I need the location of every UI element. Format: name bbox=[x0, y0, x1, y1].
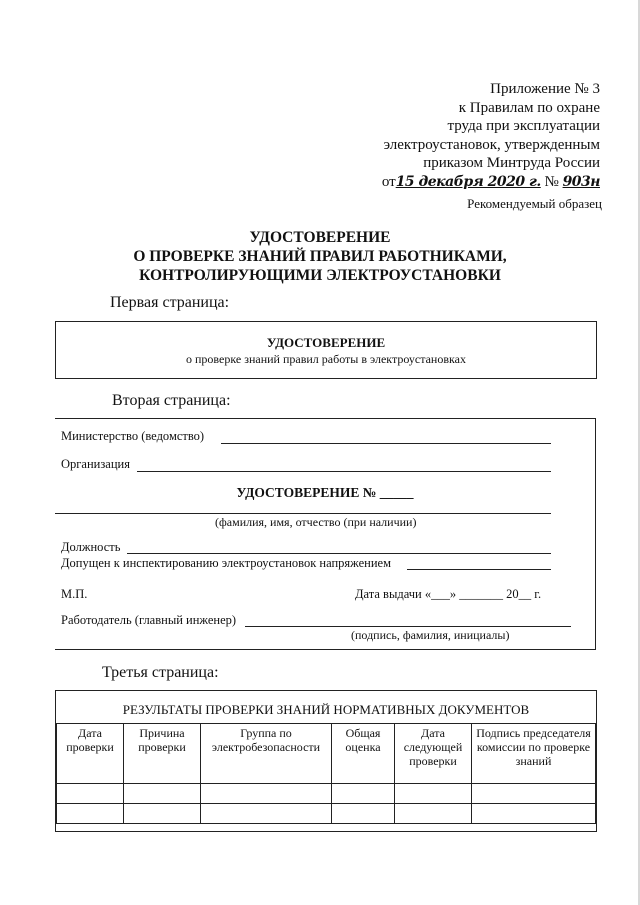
column-header: Общая оценка bbox=[332, 724, 395, 784]
page2-box bbox=[55, 418, 596, 650]
column-header: Причина проверки bbox=[124, 724, 201, 784]
from-prefix: от bbox=[381, 173, 396, 190]
employer-line bbox=[245, 626, 571, 627]
table-cell bbox=[332, 784, 395, 804]
page1-heading: УДОСТОВЕРЕНИЕ bbox=[266, 335, 386, 350]
table-cell bbox=[201, 804, 332, 824]
admitted-label: Допущен к инспектированию электроустановок напряжением bbox=[61, 556, 392, 570]
handwritten-number: 903н bbox=[562, 173, 600, 190]
column-header: Подпись председателя комиссии по проверке знаний bbox=[472, 724, 596, 784]
admitted-line bbox=[407, 569, 551, 570]
table-cell bbox=[57, 784, 124, 804]
table-cell bbox=[472, 784, 596, 804]
page1-label: Первая страница: bbox=[110, 294, 230, 311]
fio-line bbox=[55, 513, 551, 514]
organization-label: Организация bbox=[61, 457, 130, 471]
table-cell bbox=[395, 804, 472, 824]
appendix-line: электроустановок, утвержденным bbox=[383, 136, 600, 153]
issue-date: Дата выдачи «___» _______ 20__ г. bbox=[355, 587, 542, 601]
title-line: О ПРОВЕРКЕ ЗНАНИЙ ПРАВИЛ РАБОТНИКАМИ, bbox=[133, 248, 507, 265]
appendix-line: к Правилам по охране bbox=[458, 99, 600, 116]
stamp-label: М.П. bbox=[61, 587, 88, 601]
number-label: № bbox=[544, 173, 559, 190]
column-header: Группа по электробезопасности bbox=[201, 724, 332, 784]
table-cell bbox=[57, 804, 124, 824]
order-date-line bbox=[340, 173, 600, 192]
position-line bbox=[127, 553, 551, 554]
title-line: КОНТРОЛИРУЮЩИМИ ЭЛЕКТРОУСТАНОВКИ bbox=[139, 267, 501, 284]
appendix-line: Приложение № 3 bbox=[490, 81, 600, 97]
organization-line bbox=[137, 471, 551, 472]
recommended-sample: Рекомендуемый образец bbox=[467, 196, 602, 211]
table-cell bbox=[395, 784, 472, 804]
table-cell bbox=[332, 804, 395, 824]
title-line: УДОСТОВЕРЕНИЕ bbox=[249, 229, 391, 246]
fio-caption: (фамилия, имя, отчество (при наличии) bbox=[215, 515, 417, 529]
position-label: Должность bbox=[61, 540, 121, 554]
page1-subheading: о проверке знаний правил работы в электроустановках bbox=[186, 352, 466, 366]
cert-number: УДОСТОВЕРЕНИЕ № _____ bbox=[236, 485, 414, 500]
page3-label: Третья страница: bbox=[102, 664, 219, 681]
table-row bbox=[57, 804, 596, 824]
results-table-title: РЕЗУЛЬТАТЫ ПРОВЕРКИ ЗНАНИЙ НОРМАТИВНЫХ ДОКУМЕНТОВ bbox=[57, 691, 596, 724]
ministry-line bbox=[221, 443, 551, 444]
table-cell bbox=[201, 784, 332, 804]
column-header: Дата проверки bbox=[57, 724, 124, 784]
document-title bbox=[0, 228, 640, 285]
appendix-line: труда при эксплуатации bbox=[447, 118, 600, 134]
results-table bbox=[56, 691, 596, 824]
cert-number-label: УДОСТОВЕРЕНИЕ № bbox=[236, 485, 377, 500]
table-cell bbox=[124, 784, 201, 804]
employer-label: Работодатель (главный инженер) bbox=[61, 613, 237, 627]
ministry-label: Министерство (ведомство) bbox=[61, 429, 205, 443]
appendix-line: приказом Минтруда России bbox=[423, 155, 600, 171]
signature-caption: (подпись, фамилия, инициалы) bbox=[351, 628, 510, 642]
handwritten-date: 15 декабря 2020 г. bbox=[395, 173, 541, 190]
page3-box bbox=[55, 690, 597, 832]
table-row bbox=[57, 784, 596, 804]
table-cell bbox=[472, 804, 596, 824]
table-cell bbox=[124, 804, 201, 824]
column-header: Дата следующей проверки bbox=[395, 724, 472, 784]
page2-label: Вторая страница: bbox=[112, 392, 231, 409]
appendix-block bbox=[340, 80, 600, 191]
page1-box bbox=[55, 321, 597, 379]
